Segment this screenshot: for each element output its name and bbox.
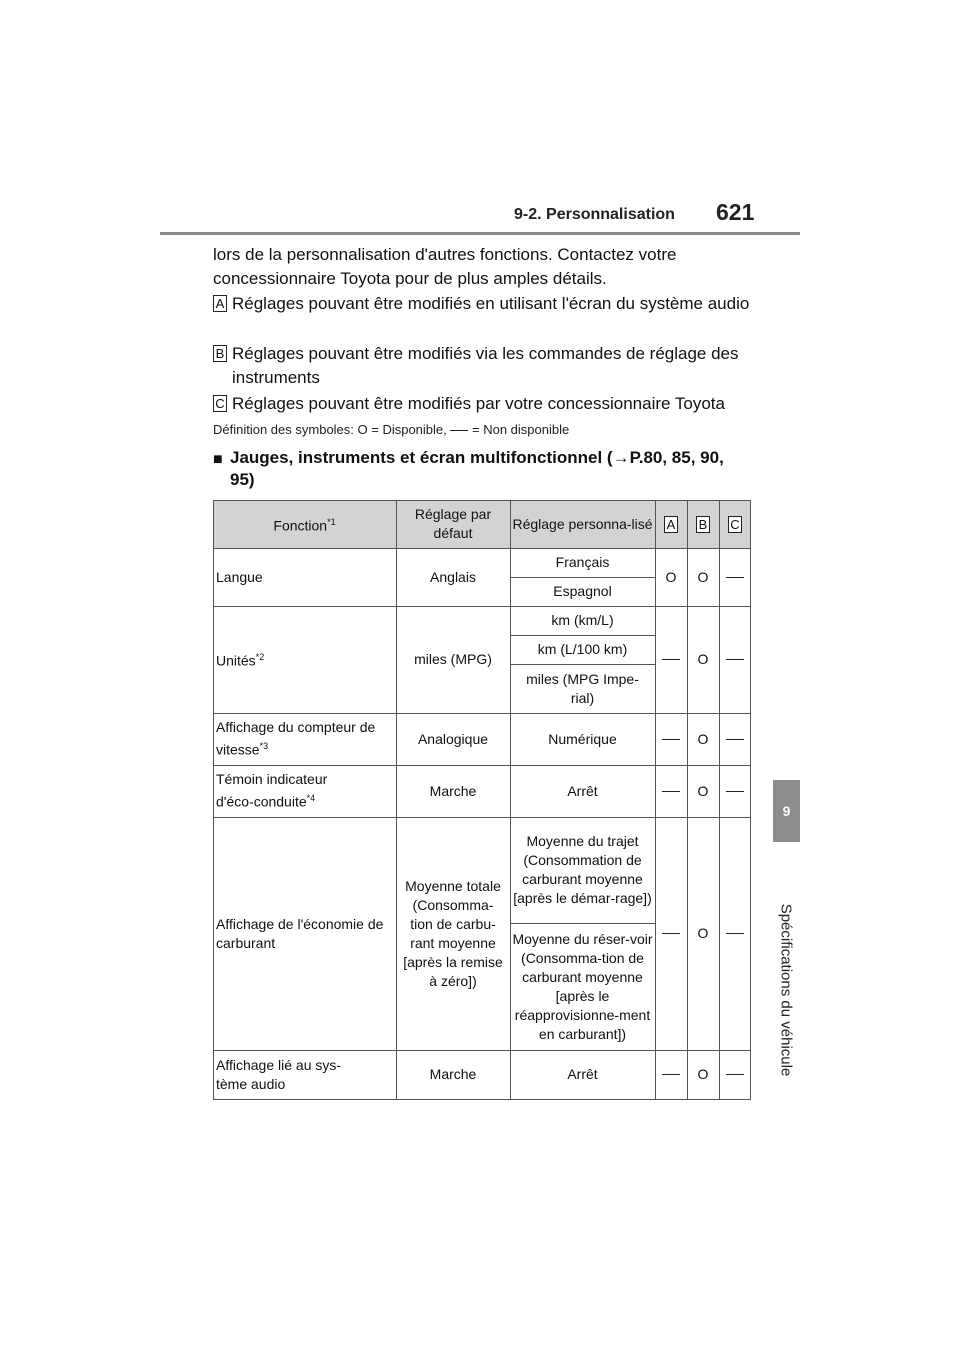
dash-symbol: [450, 430, 468, 431]
legend-letter-b: B: [213, 345, 227, 362]
legend-letter-c: C: [213, 395, 227, 412]
row-eco-fonction: Témoin indicateur d'éco-conduite$^{*4}$: [216, 771, 328, 810]
symbol-definition-dash: = Non disponible: [472, 422, 570, 437]
section-page-ref-end[interactable]: 95): [230, 470, 255, 489]
row-unites-c: [719, 606, 751, 713]
row-audio-option: Arrêt: [567, 1066, 598, 1082]
row-audio-a: [655, 1050, 687, 1099]
row-unites-a: [655, 606, 687, 713]
intro-paragraph: lors de la personnalisation d'autres fonctions. Contactez votre concessionnaire Toyota pour de plus amples détails.: [213, 245, 677, 288]
header-col-a: A: [655, 500, 687, 548]
header-rule: [160, 232, 800, 235]
row-eco-a: [655, 765, 687, 817]
row-langue-b: O: [697, 568, 709, 585]
legend-text-a: Réglages pouvant être modifiés en utilisant l'écran du système audio: [232, 294, 750, 313]
row-compteur-fonction: Affichage du compteur de vitesse$^{*3}$: [216, 719, 376, 758]
row-unites-default: miles (MPG): [414, 651, 492, 667]
row-unites-b: O: [697, 651, 709, 667]
header-col-b: B: [687, 500, 719, 548]
row-economie-b: O: [697, 925, 709, 941]
legend-letter-a: A: [213, 295, 227, 312]
row-audio-b: O: [697, 1066, 709, 1082]
chapter-number: 9: [782, 803, 791, 819]
row-langue-fonction: Langue: [216, 568, 263, 585]
row-audio-fonction: Affichage lié au sys-tème audio: [216, 1056, 342, 1092]
row-unites-option-1: km (km/L): [551, 612, 614, 628]
row-compteur-default: Analogique: [417, 730, 489, 747]
row-eco-c: [719, 765, 751, 817]
header-default: Réglage par défaut: [414, 506, 492, 541]
arrow-icon: →: [612, 448, 630, 467]
row-compteur-a: [655, 713, 687, 765]
legend-text-b: Réglages pouvant être modifiés via les commandes de réglage des instruments: [232, 344, 739, 387]
row-audio-c: [719, 1050, 751, 1099]
row-langue-a: O: [665, 568, 677, 585]
header-section-title: 9-2. Personnalisation: [514, 206, 675, 223]
row-audio-default: Marche: [429, 1066, 477, 1082]
row-langue-option-1: Français: [555, 554, 610, 570]
row-economie-default: Moyenne totale (Consomma-tion de carbu-rant moyenne [après la remise à zéro]): [403, 877, 503, 989]
row-eco-option: Arrêt: [567, 782, 598, 799]
row-economie-option-2: Moyenne du réser-voir (Consomma-tion de carburant moyenne [après le réapprovisionne-ment en carburant]): [512, 930, 653, 1042]
header-custom: Réglage personna-lisé: [512, 515, 653, 532]
header-fonction: Fonction$^{*1}$: [273, 516, 336, 534]
symbol-definition-prefix: Définition des symboles: O = Disponible,: [213, 422, 447, 437]
legend-text-c: Réglages pouvant être modifiés par votre concessionnaire Toyota: [232, 394, 725, 413]
symbol-definition: [213, 422, 569, 437]
row-unites-fonction: Unités$^{*2}$: [216, 652, 265, 669]
header-col-c: C: [719, 500, 751, 548]
page-number: 621: [716, 199, 755, 225]
row-langue-c: [719, 548, 751, 606]
settings-table: [213, 500, 751, 1100]
chapter-label: Spécifications du véhicule: [777, 903, 795, 1077]
section-page-ref[interactable]: P.80, 85, 90,: [629, 448, 724, 467]
row-unites-option-2: km (L/100 km): [537, 641, 628, 657]
row-economie-c: [719, 817, 751, 1050]
row-compteur-option: Numérique: [548, 730, 617, 747]
row-compteur-b: O: [697, 730, 709, 747]
chapter-tab: [773, 780, 800, 842]
row-langue-option-2: Espagnol: [553, 583, 612, 599]
row-langue-default: Anglais: [430, 568, 476, 585]
section-title-text: Jauges, instruments et écran multifonctionnel (: [230, 448, 613, 467]
row-economie-option-1: Moyenne du trajet (Consommation de carburant moyenne [après le démar-rage]): [513, 833, 652, 906]
row-economie-a: [655, 817, 687, 1050]
row-eco-b: O: [697, 782, 709, 799]
row-eco-default: Marche: [429, 782, 477, 799]
row-compteur-c: [719, 713, 751, 765]
bullet-square-icon: ■: [213, 451, 223, 468]
row-unites-option-3: miles (MPG Impe-rial): [526, 670, 639, 706]
row-economie-fonction: Affichage de l'économie de carburant: [216, 915, 384, 951]
